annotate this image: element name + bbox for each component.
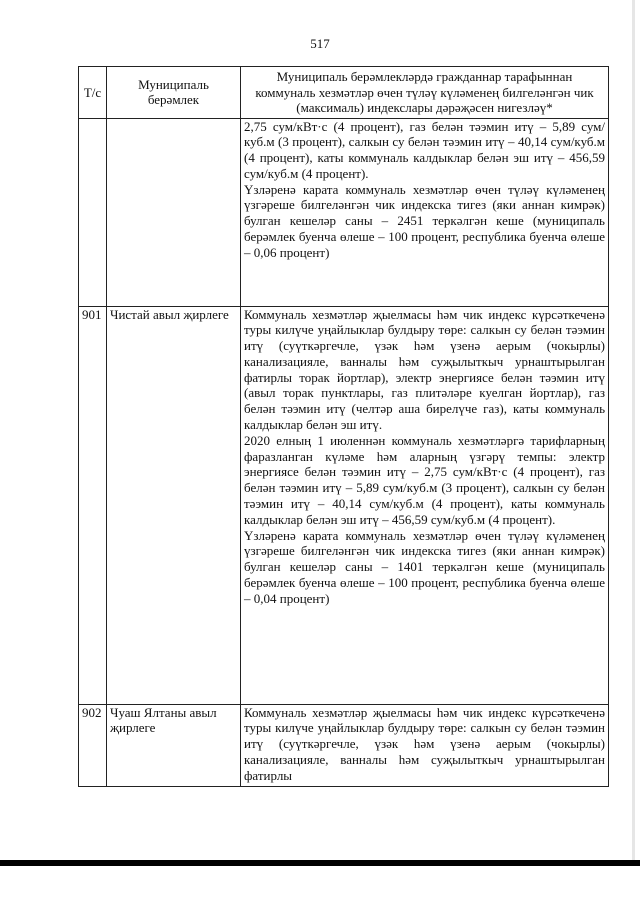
table-row [79,118,609,306]
row-municipality [107,118,241,306]
header-number: Т/с [79,67,107,119]
tariff-table [78,66,609,787]
paragraph: Коммуналь хезмәтләр җыелмасы һәм чик индекс күрсәткеченә туры килүче уңайлыклар булдыру төре: салкын су белән тәэмин итү (суүткәргечле, үзәк һәм үзенә аерым (чокырлы) канализацияле, ванналы һәм суҗылыткыч урнаштырылган фатирлы [244,704,605,783]
header-municipality: Муниципаль берәмлек [107,67,241,119]
row-municipality: Чуаш Ялтаны авыл җирлеге [107,704,241,786]
row-number: 901 [79,306,107,704]
table-row [79,306,609,704]
paragraph: Үзләренә карата коммуналь хезмәтләр өчен түләү күләменең үзгәреше билгеләнгән чик индекска тигез (яки аннан кимрәк) булган кешеләр саны – 1401 теркәлгән кеше (муниципаль берәмлек буенча өлеше – 100 процент, республика буенча өлеше – 0,04 процент) [244,527,605,606]
row-justification [241,306,609,704]
paragraph: Коммуналь хезмәтләр җыелмасы һәм чик индекс күрсәткеченә туры килүче уңайлыклар булдыру төре: салкын су белән тәэмин итү (суүткәргечле, үзәк һәм үзенә аерым (чокырлы) канализацияле, ванналы һәм суҗылыткыч урнаштырылган фатирлы торак йортлар), электр энергиясе белән тәэмин итү (авыл торак пунктлары, газ плитәләре куелган йортлар), газ белән тәэмин итү (челтәр аша бирелүче газ), каты коммуналь калдыклар белән эш итү. [244,306,605,433]
row-justification [241,118,609,306]
row-number [79,118,107,306]
scan-bottom-border [0,860,640,866]
row-justification [241,704,609,786]
page-number: 517 [310,36,330,51]
paragraph: 2020 елның 1 июленнән коммуналь хезмәтләргә тарифларның фаразланган күләме һәм аларның үзгәрү темпы: электр энергиясе белән тәэмин итү – 2,75 сум/кВт·с (4 процент), газ белән тәэмин итү – 5,89 сум/куб.м (3 процент), салкын су белән тәэмин итү – 40,14 сум/куб.м (4 процент), каты коммуналь калдыклар белән эш итү – 456,59 сум/куб.м (4 процент). [244,432,605,527]
table-header-row [79,67,609,119]
paragraph: Үзләренә карата коммуналь хезмәтләр өчен түләү күләменең үзгәреше билгеләнгән чик индекска тигез (яки аннан кимрәк) булган кешеләр саны – 2451 теркәлгән кеше (муниципаль берәмлек буенча өлеше – 100 процент, республика буенча өлеше – 0,06 процент) [244,181,605,260]
table-row [79,704,609,786]
paragraph: 2,75 сум/кВт·с (4 процент), газ белән тәэмин итү – 5,89 сум/куб.м (3 процент), салкын су белән тәэмин итү – 40,14 сум/куб.м (4 процент), каты коммуналь калдыклар белән эш итү – 456,59 сум/куб.м (4 процент). [244,118,605,181]
scan-edge [632,0,635,860]
row-municipality: Чистай авыл җирлеге [107,306,241,704]
row-number: 902 [79,704,107,786]
header-justification: Муниципаль берәмлекләрдә гражданнар тарафыннан коммуналь хезмәтләр өчен түләү күләменең билгеләнгән чик (максималь) индекслары дәрәҗәсен нигезләү* [241,67,609,119]
